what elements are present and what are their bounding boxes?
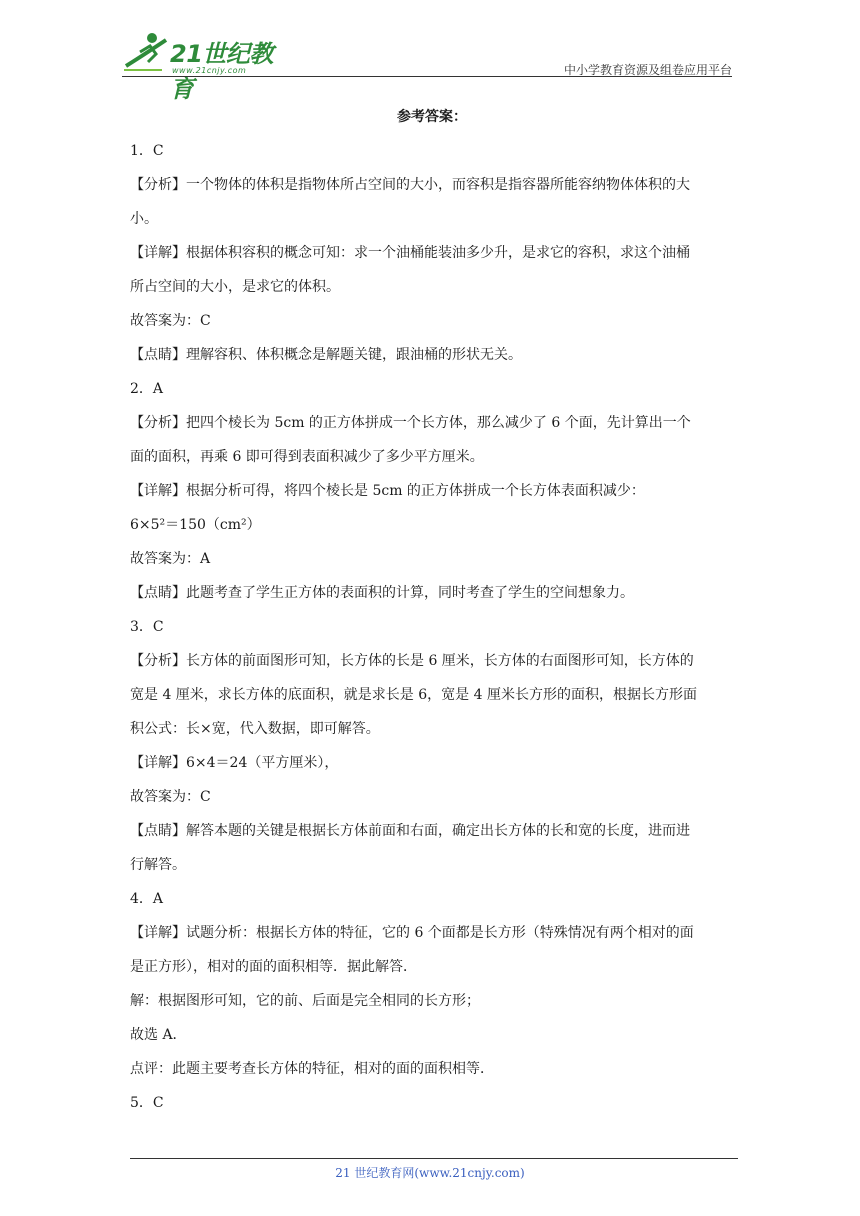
text-line: 【点睛】理解容积、体积概念是解题关键，跟油桶的形状无关。 [130,347,522,363]
text-line: 【点睛】解答本题的关键是根据长方体前面和右面，确定出长方体的长和宽的长度，进而进 [130,823,690,839]
page-footer: 21 世纪教育网(www.21cnjy.com) [335,1166,525,1180]
text-line: 故选 A． [130,1027,187,1043]
text-line: 5．C [130,1095,164,1111]
text-line: 故答案为：A [130,551,211,567]
text-line: 1．C [130,143,164,159]
text-line: 【详解】根据体积容积的概念可知：求一个油桶能装油多少升，是求它的容积，求这个油桶 [130,245,690,261]
text-line: 是正方形），相对的面的面积相等．据此解答． [130,959,417,975]
text-line: 小。 [130,211,158,227]
text-line: 点评：此题主要考查长方体的特征，相对的面的面积相等． [130,1061,494,1077]
page-header [122,28,732,103]
text-line: 解：根据图形可知，它的前、后面是完全相同的长方形； [130,993,480,1009]
text-line: 故答案为：C [130,789,211,805]
text-line: 面的面积，再乘 6 即可得到表面积减少了多少平方厘米。 [130,449,484,465]
text-line: 【点睛】此题考查了学生正方体的表面积的计算，同时考查了学生的空间想象力。 [130,585,634,601]
header-platform-text: 中小学教育资源及组卷应用平台 [563,63,732,77]
runner-logo-icon [122,32,172,72]
text-line: 2．A [130,381,164,397]
text-line: 所占空间的大小，是求它的体积。 [130,279,340,295]
text-line: 3．C [130,619,164,635]
site-logo [122,28,292,103]
text-line: 【分析】长方体的前面图形可知，长方体的长是 6 厘米，长方体的右面图形可知，长方体的 [130,653,694,669]
text-line: 宽是 4 厘米，求长方体的底面积，就是求长是 6，宽是 4 厘米长方形的面积，根据长方形面 [130,687,697,703]
page-title: 参考答案： [397,109,467,125]
text-line: 故答案为：C [130,313,211,329]
logo-text: 21世纪教育 [170,40,273,103]
footer-divider [130,1158,738,1159]
text-line: 【分析】把四个棱长为 5cm 的正方体拼成一个长方体，那么减少了 6 个面，先计算出一个 [130,415,691,431]
text-line: 【详解】试题分析：根据长方体的特征，它的 6 个面都是长方形（特殊情况有两个相对的面 [130,925,694,941]
answer-content [130,100,734,1120]
header-divider [122,76,732,77]
text-line: 【分析】一个物体的体积是指物体所占空间的大小，而容积是指容器所能容纳物体体积的大 [130,177,690,193]
text-line: 行解答。 [130,857,186,873]
text-line: 积公式：长×宽，代入数据，即可解答。 [130,721,380,737]
logo-url: www.21cnjy.com [172,66,247,75]
text-line: 【详解】6×4＝24（平方厘米）， [130,755,339,771]
text-line: 【详解】根据分析可得，将四个棱长是 5cm 的正方体拼成一个长方体表面积减少： [130,483,645,499]
text-line: 6×5²＝150（cm²） [130,517,261,533]
text-line: 4．A [130,891,164,907]
